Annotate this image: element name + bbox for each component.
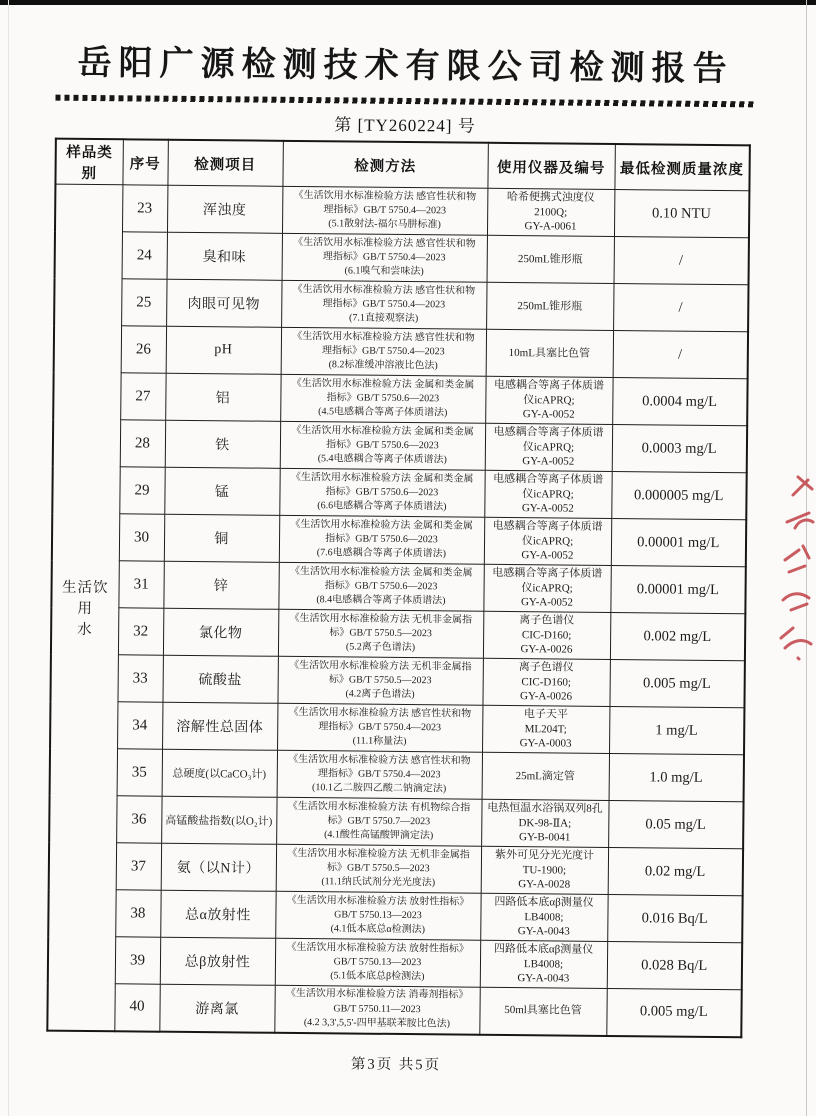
detection-limit-cell: / [614, 237, 749, 285]
test-method-cell: 《生活饮用水标准检验方法 感官性状和物 理指标》GB/T 5750.4—2023 (8.2标准缓冲溶液比色法) [281, 327, 486, 376]
serial-number-cell: 38 [115, 890, 160, 937]
instrument-cell: 电热恒温水浴锅双列8孔 DK-98-ⅡA; GY-B-0041 [481, 799, 608, 847]
report-number: 第 [TY260224] 号 [334, 115, 476, 136]
test-item-cell: 氯化物 [163, 608, 278, 656]
instrument-cell: 紫外可见分光光度计 TU-1900; GY-A-0028 [481, 846, 608, 894]
test-item-cell: 臭和味 [167, 232, 282, 280]
test-method-cell: 《生活饮用水标准检验方法 放射性指标》 GB/T 5750.13—2023 (5.1低本底总β检测法) [275, 938, 480, 987]
test-item-cell: 总β放射性 [160, 937, 275, 985]
test-item-cell: 总硬度(以CaCO₃计) [162, 749, 277, 797]
detection-limit-cell: 0.000005 mg/L [611, 471, 746, 519]
table-row [53, 372, 747, 426]
instrument-cell: 250mL锥形瓶 [486, 282, 613, 330]
test-item-cell: 硫酸盐 [162, 655, 277, 703]
detection-limit-cell: 0.005 mg/L [609, 659, 744, 707]
test-item-cell: pH [166, 326, 281, 374]
detection-limit-cell: 0.0004 mg/L [612, 377, 747, 425]
serial-number-cell: 37 [116, 843, 161, 890]
sample-category-cell: 生活饮用 水 [47, 184, 122, 1031]
instrument-cell: 电子天平 ML204T; GY-A-0003 [482, 705, 609, 753]
serial-number-cell: 36 [116, 796, 161, 843]
instrument-cell: 电感耦合等离子体质谱 仪icAPRQ; GY-A-0052 [485, 376, 612, 424]
instrument-cell: 四路低本底αβ测量仪 LB4008; GY-A-0043 [480, 893, 607, 941]
instrument-cell: 离子色谱仪 CIC-D160; GY-A-0026 [483, 611, 610, 659]
test-item-cell: 铜 [164, 514, 279, 562]
table-row [55, 231, 749, 285]
table-row [55, 184, 749, 238]
serial-number-cell: 34 [117, 702, 162, 749]
serial-number-cell: 40 [114, 984, 159, 1031]
table-row [50, 748, 744, 802]
detection-limit-cell: 0.0003 mg/L [612, 424, 747, 472]
instrument-cell: 哈希便携式浊度仪 2100Q; GY-A-0061 [487, 188, 614, 236]
test-method-cell: 《生活饮用水标准检验方法 感官性状和物 理指标》GB/T 5750.4—2023 (6.1嗅气和尝味法) [282, 233, 487, 282]
detection-limit-cell: 0.02 mg/L [608, 847, 743, 895]
serial-number-cell: 24 [122, 232, 167, 279]
detection-limit-cell: 0.00001 mg/L [611, 518, 746, 566]
instrument-cell: 电感耦合等离子体质谱 仪icAPRQ; GY-A-0052 [484, 470, 611, 518]
test-method-cell: 《生活饮用水标准检验方法 感官性状和物 理指标》GB/T 5750.4—2023 (7.1直接观察法) [281, 280, 486, 329]
test-method-cell: 《生活饮用水标准检验方法 金属和类金属 指标》GB/T 5750.6—2023 (7.6电感耦合等离子体质谱法) [279, 515, 484, 564]
instrument-cell: 10mL具塞比色管 [486, 329, 613, 377]
test-method-cell: 《生活饮用水标准检验方法 金属和类金属 指标》GB/T 5750.6—2023 (5.4电感耦合等离子体质谱法) [280, 421, 485, 470]
scan-edge-top [0, 0, 816, 5]
report-table-body [47, 184, 749, 1037]
scan-edge-right [806, 0, 807, 1116]
serial-number-cell: 28 [120, 420, 165, 467]
table-row [50, 701, 744, 755]
table-row [52, 513, 746, 567]
test-method-cell: 《生活饮用水标准检验方法 消毒剂指标》 GB/T 5750.11—2023 (4.2 3,3',5,5'-四甲基联苯胺比色法) [274, 985, 479, 1034]
header-instrument: 使用仪器及编号 [487, 143, 614, 190]
instrument-cell: 四路低本底αβ测量仪 LB4008; GY-A-0043 [480, 940, 607, 988]
test-item-cell: 高锰酸盐指数(以O₂计) [161, 796, 276, 844]
table-row [53, 419, 747, 473]
report-table [46, 138, 751, 1038]
test-item-cell: 锌 [163, 561, 278, 609]
serial-number-cell: 25 [121, 279, 166, 326]
header-serial-number: 序号 [122, 139, 167, 185]
instrument-cell: 25mL滴定管 [482, 752, 609, 800]
table-row [48, 889, 742, 943]
table-row [49, 795, 743, 849]
instrument-cell: 50ml具塞比色管 [479, 987, 606, 1035]
serial-number-cell: 35 [117, 749, 162, 796]
table-row [47, 983, 741, 1037]
table-row [51, 607, 745, 661]
detection-limit-cell: 0.10 NTU [614, 190, 749, 238]
dotted-divider [55, 95, 755, 108]
serial-number-cell: 31 [118, 561, 163, 608]
report-title: 岳阳广源检测技术有限公司检测报告 [77, 44, 734, 89]
test-method-cell: 《生活饮用水标准检验方法 金属和类金属 指标》GB/T 5750.6—2023 (6.6电感耦合等离子体质谱法) [279, 468, 484, 517]
test-method-cell: 《生活饮用水标准检验方法 无机非金属指 标》GB/T 5750.5—2023 (4.2离子色谱法) [277, 656, 482, 705]
test-method-cell: 《生活饮用水标准检验方法 放射性指标》 GB/T 5750.13—2023 (4.1低本底总α检测法) [275, 891, 480, 940]
serial-number-cell: 26 [121, 326, 166, 373]
header-sample-category: 样品类别 [55, 139, 122, 185]
test-method-cell: 《生活饮用水标准检验方法 金属和类金属 指标》GB/T 5750.6—2023 (4.5电感耦合等离子体质谱法) [280, 374, 485, 423]
table-row [50, 654, 744, 708]
test-method-cell: 《生活饮用水标准检验方法 有机物综合指 标》GB/T 5750.7—2023 (4.1酸性高锰酸钾滴定法) [276, 797, 481, 846]
serial-number-cell: 23 [122, 185, 167, 232]
table-row [52, 466, 746, 520]
serial-number-cell: 30 [119, 514, 164, 561]
detection-limit-cell: 0.05 mg/L [608, 800, 743, 848]
test-item-cell: 肉眼可见物 [166, 279, 281, 327]
table-row [51, 560, 745, 614]
test-method-cell: 《生活饮用水标准检验方法 感官性状和物 理指标》GB/T 5750.4—2023 (11.1称量法) [277, 703, 482, 752]
detection-limit-cell: 0.00001 mg/L [610, 565, 745, 613]
detection-limit-cell: 0.002 mg/L [610, 612, 745, 660]
serial-number-cell: 39 [115, 937, 160, 984]
red-seal-stamp [778, 468, 816, 678]
table-row [54, 325, 748, 379]
page-footer: 第3页 共5页 [350, 1056, 442, 1073]
test-method-cell: 《生活饮用水标准检验方法 无机非金属指 标》GB/T 5750.5—2023 (5.2离子色谱法) [278, 609, 483, 658]
test-method-cell: 《生活饮用水标准检验方法 感官性状和物 理指标》GB/T 5750.4—2023 (10.1乙二胺四乙酸二钠滴定法) [277, 750, 482, 799]
test-item-cell: 溶解性总固体 [162, 702, 277, 750]
header-detection-limit: 最低检测质量浓度 [614, 144, 749, 191]
instrument-cell: 电感耦合等离子体质谱 仪icAPRQ; GY-A-0052 [484, 517, 611, 565]
instrument-cell: 离子色谱仪 CIC-D160; GY-A-0026 [482, 658, 609, 706]
table-row [49, 842, 743, 896]
report-content [46, 21, 756, 1077]
instrument-cell: 电感耦合等离子体质谱 仪icAPRQ; GY-A-0052 [483, 564, 610, 612]
instrument-cell: 电感耦合等离子体质谱 仪icAPRQ; GY-A-0052 [485, 423, 612, 471]
detection-limit-cell: 0.028 Bq/L [607, 941, 742, 989]
detection-limit-cell: 0.016 Bq/L [607, 894, 742, 942]
detection-limit-cell: / [613, 284, 748, 332]
detection-limit-cell: / [613, 331, 748, 379]
detection-limit-cell: 1 mg/L [609, 706, 744, 754]
serial-number-cell: 27 [120, 373, 165, 420]
header-test-method: 检测方法 [282, 141, 487, 188]
serial-number-cell: 32 [118, 608, 163, 655]
detection-limit-cell: 1.0 mg/L [609, 753, 744, 801]
test-method-cell: 《生活饮用水标准检验方法 无机非金属指 标》GB/T 5750.5—2023 (11.1纳氏试剂分光光度法) [276, 844, 481, 893]
table-header-row [55, 139, 749, 191]
test-item-cell: 铁 [165, 420, 280, 468]
test-method-cell: 《生活饮用水标准检验方法 金属和类金属 指标》GB/T 5750.6—2023 (8.4电感耦合等离子体质谱法) [278, 562, 483, 611]
test-method-cell: 《生活饮用水标准检验方法 感官性状和物 理指标》GB/T 5750.4—2023 (5.1散射法-福尔马肼标准) [282, 186, 487, 235]
test-item-cell: 铝 [165, 373, 280, 421]
header-test-item: 检测项目 [167, 140, 282, 187]
test-item-cell: 锰 [164, 467, 279, 515]
table-row [48, 936, 742, 990]
instrument-cell: 250mL锥形瓶 [487, 235, 614, 283]
test-item-cell: 氨（以N计） [161, 843, 276, 891]
serial-number-cell: 29 [119, 467, 164, 514]
table-row [54, 278, 748, 332]
serial-number-cell: 33 [117, 655, 162, 702]
test-item-cell: 浑浊度 [167, 185, 282, 233]
test-item-cell: 游离氯 [159, 984, 274, 1032]
detection-limit-cell: 0.005 mg/L [606, 988, 741, 1036]
test-item-cell: 总α放射性 [160, 890, 275, 938]
scan-edge-left [8, 0, 9, 1116]
